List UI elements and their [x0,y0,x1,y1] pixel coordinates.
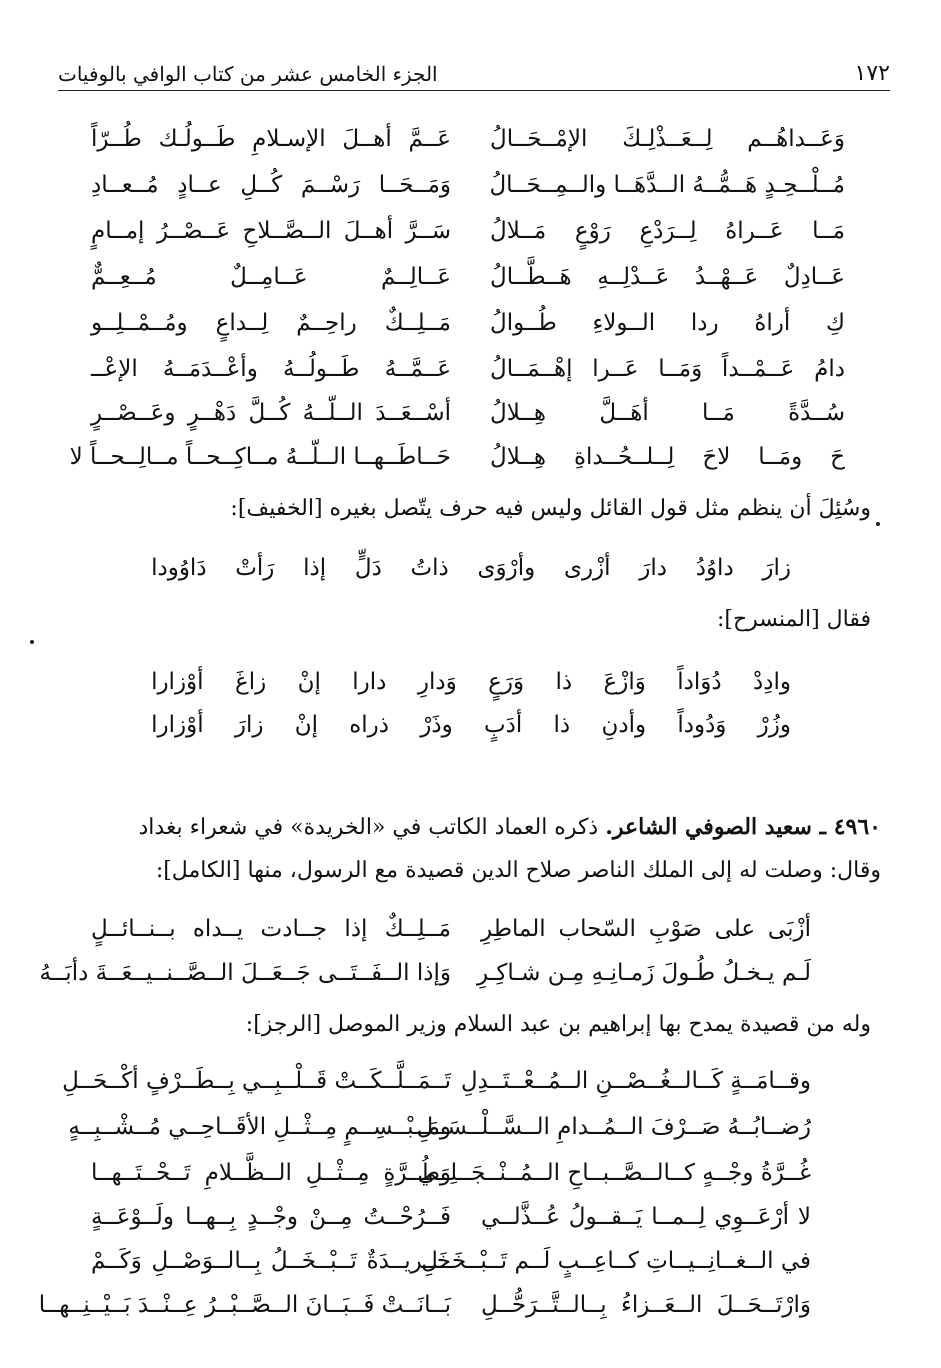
word: إذا [303,555,327,581]
verse-hemistich-2: عَــمَّــهُ طَــولُــهُ وأعْــدَمَــهُ الإعْــ [91,356,451,382]
running-title: الجزء الخامس عشر من كتاب الوافي بالوفيات [58,62,438,86]
verse-hemistich-2: وَطُــرَّةٍ مِــثْــلِ الــظَّــلامِ تَــحْــتَــهــا [91,1160,451,1186]
verse-hemistich-1: رُضــابُــهُ صَــرْفَ الــمُــدامِ الــسَّــلْــسَــلِ [416,1114,811,1140]
word: ذراه [349,712,390,738]
word: وذَرْ [420,712,453,738]
word: وَدُوداً [677,712,727,738]
word: داوُدُ [695,555,734,581]
verse-hemistich-2: خَــريــدَةٌ تَــبْــخَــلُ بِــالــوَصْــلِ وَكَــمْ [91,1248,451,1274]
word: وَازْعَ [603,669,646,695]
verse-hemistich-2: وَإذا الــفَــتَــى جَــعَــلَ الــصَّــنــيــعَــةَ دأبَــهُ [39,960,451,986]
prose-intro-2: فقال [المنسرح]: [716,607,871,632]
word: دُوَاداً [677,669,722,695]
verse-single-letters-2 [151,667,791,697]
word: وَدارِ [417,669,457,695]
scan-speck [876,522,880,526]
word: وادِدْ [753,669,791,695]
verse-hemistich-1: لا أرْعَــوِي لِــمــا يَــقــولُ عُــذَّلــي [481,1204,811,1230]
verse-hemistich-2: بَــانَــتْ فَــبَــانَ الــصَّــبْــرُ عِــنْــدَ بَــيْــنِــهــا [38,1292,451,1318]
word: دَاوُودا [151,555,207,581]
verse-hemistich-1: غُــرَّةُ وجْــهٍ كــالــصَّــبــاحِ الــمُــنْــجَــلِــي [417,1160,811,1186]
word: وزُرْ [757,712,791,738]
word: إنْ [297,669,321,695]
word: أزْرى [563,555,611,581]
verse-hemistich-2: حَــاطَــهــا الــلّــهُ مــاكِــحــاً مــالِــحــاً لا [69,444,451,470]
word: أدَبٍ [484,712,523,738]
scan-speck [30,640,34,644]
entry-text: ذكره العماد الكاتب في «الخريدة» في شعراء بغداد [138,815,606,840]
verse-hemistich-1: أزْبَى على صَوْبِ السّحاب الماطِرِ [481,916,811,942]
verse-hemistich-2: فَــرُحْــتُ مِــنْ وجْــدٍ بِــهــا ولَــوْعَــةٍ [91,1204,451,1230]
verse-hemistich-2: عَــالِــمٌ عَــامِــلٌ مُــعِــمٌّ [91,264,451,290]
verse-hemistich-2: وَمَــحَــا رَسْــمَ كُــلِ عــادٍ مُــعــادِ [91,172,451,198]
verse-hemistich-1: سُــدَّةً مَــا أهَــلَّ هِــلالُ [490,400,845,426]
prose-intro-3: وله من قصيدة يمدح بها إبراهيم بن عبد السلام وزير الموصل [الرجز]: [245,1012,871,1037]
entry-heading [59,812,881,843]
verse-hemistich-2: مَــلِــكٌ إذا جــادت يــداه بــنــائــلٍ [91,916,451,942]
word: ذاتُ [410,555,449,581]
verse-hemistich-1: كِ أراهُ ردا الــولاءِ طُــوالُ [490,310,845,336]
word: ذا [555,669,573,695]
word: أوْزارا [151,712,204,738]
prose-intro-1: وسُئِلَ أن ينظم مثل قول القائل وليس فيه حرف يتّصل بغيره [الخفيف]: [230,496,871,521]
word: أوْزارا [151,669,204,695]
verse-hemistich-2: تَــمَــلَّــكَــتْ قَــلْــبِــي بِــطَــرْفٍ أكْــحَــلِ [62,1068,451,1094]
word: دارَ [639,555,667,581]
word: زارَ [762,555,791,581]
verse-hemistich-2: عَــمَّ أهــلَ الإسـلامِ طَــولُـك طُــرّاً [91,126,451,152]
verse-hemistich-1: دامُ عَــمْــداً وَمَــا عَــرا إهْــمَــالُ [490,356,845,382]
verse-hemistich-2: ومَــبْــسِــمٍ مِــثْــلِ الأقَــاحِــي مُــشْــبِــهٍ [68,1114,451,1140]
word: وَرَعٍ [488,669,525,695]
verse-single-letters-1 [151,553,791,583]
page-number: ١٧٢ [854,61,890,86]
verse-hemistich-1: لَـم يـخـلُ طُـولَ زَمـانِـهِ مِـن شـاكِـرِ [477,960,811,986]
word: إنْ [294,712,318,738]
word: رَأتْ [235,555,275,581]
verse-hemistich-2: أسْــعَــدَ الــلّــهُ كُــلَّ دَهْــرٍ وعَــصْــرٍ [91,400,451,426]
verse-hemistich-1: وَارْتَــحَــلَ الــعَــزاءُ بِــالــتَّــرَحُّــلِ [481,1292,811,1318]
word: ذا [553,712,571,738]
verse-hemistich-2: سَــرَّ أهــلَ الــصَّــلاحِ عَــصْــرُ إمــامٍ [91,218,451,244]
word: دَلٍّ [354,555,382,581]
entry-number-name: ٤٩٦٠ ـ سعيد الصوفي الشاعر. [605,814,881,840]
verse-hemistich-1: مُــلْــحِـدٍ هَــمُّــهُ الــدَّهَــا والــمِــحَــالُ [489,172,845,198]
word: وأرْوَى [477,555,536,581]
verse-hemistich-1: حَ ومَــا لاحَ لِــلــحُــداةِ هِــلالُ [490,444,845,470]
word: زاغَ [234,669,267,695]
word: زارَ [234,712,264,738]
word: دارا [352,669,387,695]
page-header [58,56,890,91]
verse-hemistich-2: مَــلِــكٌ راحِــمٌ لِــداعٍ ومُــمْــلِــو [91,310,451,336]
verse-hemistich-1: في الــغــانِــيــاتِ كــاعِــبٍ لَــم تَــبْــخَــلِ [421,1248,811,1274]
word: وأدنِ [601,712,647,738]
verse-hemistich-1: مَــا عَــراهُ لِــرَدْعِ رَوْعٍ مَــلالُ [490,218,845,244]
entry-text-2: وقال: وصلت له إلى الملك الناصر صلاح الدين قصيدة مع الرسول، منها [الكامل]: [155,858,881,883]
verse-hemistich-1: وَعَــداهُــم لِــعَــذْلِـكَ الإمْــحَــالُ [490,126,845,152]
verse-single-letters-3 [151,710,791,740]
verse-hemistich-1: وقــامَــةٍ كَــالــغُــصْــنِ الــمُــعْــتَــدِلِ [460,1068,811,1094]
verse-hemistich-1: عَــادِلٌ عَــهْــدُ عَــدْلِــهِ هَــطَّــالُ [490,264,845,290]
